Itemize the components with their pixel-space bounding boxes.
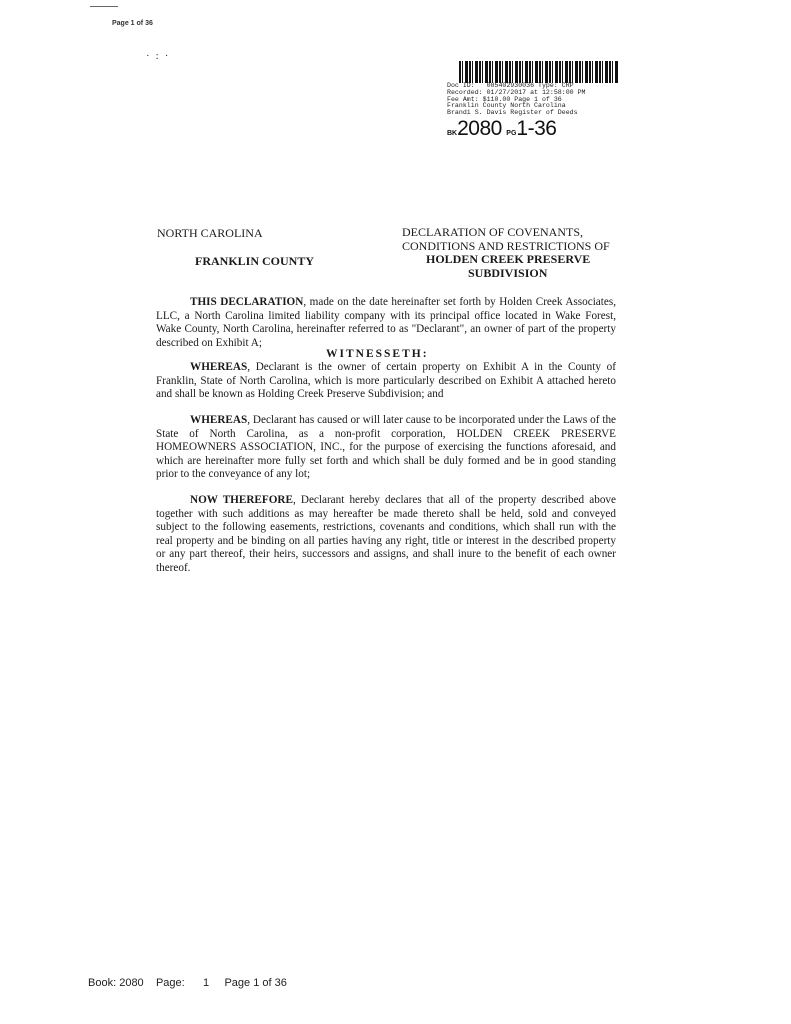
p2-lead: WHEREAS [190, 361, 248, 373]
paragraph-declaration [156, 296, 616, 350]
register-line: Brandi S. Davis Register of Deeds [447, 109, 578, 117]
paragraph-whereas-1 [156, 361, 616, 402]
p1-text: , made on the date hereinafter set forth by Holden Creek Associates, LLC, a North Carolina limited liability company with its principal office located in Wake Forest, Wake County, North Carolina, hereinafter referred to as "Declarant", an owner of part of the property described on Exhibit A; [156, 296, 616, 349]
footer-page-of: Page 1 of 36 [224, 977, 287, 989]
barcode-icon [459, 61, 619, 83]
paragraph-now-therefore [156, 494, 616, 576]
title-line-3: HOLDEN CREEK PRESERVE [426, 252, 591, 266]
p1-lead: THIS DECLARATION [190, 296, 304, 308]
title-line-1: DECLARATION OF COVENANTS, [402, 225, 584, 239]
book-page-stamp [447, 116, 627, 144]
p3-text: , Declarant has caused or will later cause to be incorporated under the Laws of the State of North Carolina, as a non-profit corporation, HOLDEN CREEK PRESERVE HOMEOWNERS ASSOCIATION, INC., for the purpose of exercising the functions aforesaid, and which are hereinafter more fully set forth and which shall be duly formed and be in good standing prior to the conveyance of any lot; [156, 414, 616, 481]
recorded-line: Recorded: 01/27/2017 at 12:58:00 PM [447, 88, 586, 96]
p2-text: , Declarant is the owner of certain property on Exhibit A in the County of Franklin, State of North Carolina, which is more particularly described on Exhibit A attached hereto and shall be known as Holding Creek Preserve Subdivision; and [156, 361, 616, 401]
document-title [402, 226, 622, 280]
scan-specks: ·:· [146, 50, 175, 62]
state-label: NORTH CAROLINA [157, 226, 263, 240]
bk-prefix: BK [447, 129, 458, 137]
county-label: FRANKLIN COUNTY [195, 254, 315, 268]
title-line-2: CONDITIONS AND RESTRICTIONS OF [402, 238, 610, 253]
footer-book-label: Book: [88, 977, 117, 989]
page-header-label: Page 1 of 36 [112, 20, 153, 27]
page-range: 1-36 [516, 116, 557, 140]
pg-prefix: PG [506, 129, 517, 137]
title-line-4: SUBDIVISION [468, 265, 548, 280]
footer-page-value: 1 [203, 977, 210, 989]
footer-book-value: 2080 [119, 977, 144, 989]
p3-lead: WHEREAS [190, 414, 248, 426]
witnesseth-heading: WITNESSETH: [326, 348, 429, 360]
p4-lead: NOW THEREFORE [190, 494, 293, 506]
recording-stamp [447, 61, 627, 144]
county-line: Franklin County North Carolina [447, 102, 566, 110]
footer-page-label: Page: [155, 977, 185, 989]
book-number: 2080 [457, 116, 502, 140]
doc-id-line: Doc ID: 005402930036 Type: CRP [447, 82, 574, 89]
page-footer [88, 977, 287, 989]
top-rule [90, 6, 118, 7]
fee-line: Fee Amt: $110.00 Page 1 of 36 [447, 95, 562, 103]
p4-text: , Declarant hereby declares that all of the property described above together with such additions as may hereafter be made thereto shall be held, sold and conveyed subject to the following easements, restrictions, covenants and conditions, which shall run with the real property and be binding on all parties having any right, title or interest in the described property or any part thereof, their heirs, successors and assigns, and shall inure to the benefit of each owner thereof. [156, 494, 616, 574]
paragraph-whereas-2 [156, 414, 616, 482]
